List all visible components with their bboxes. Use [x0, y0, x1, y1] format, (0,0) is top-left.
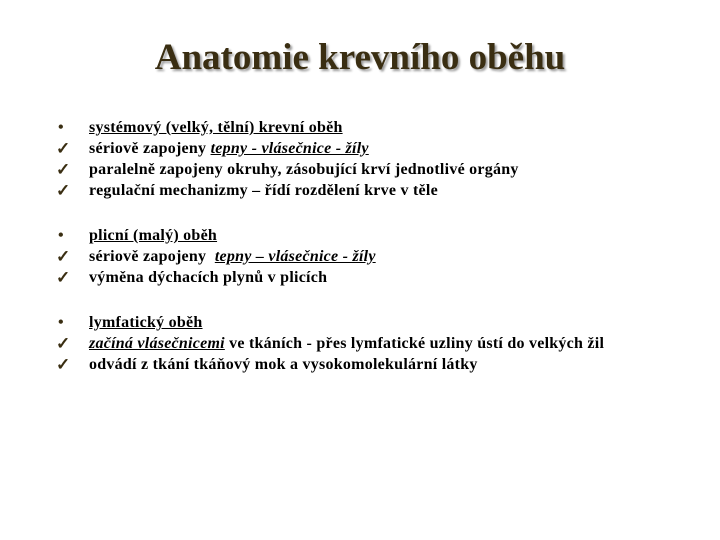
section-heading: systémový (velký, tělní) krevní oběh	[89, 119, 343, 136]
section-pulmonary	[56, 225, 666, 288]
emphasis-text: tepny – vlásečnice - žíly	[214, 248, 376, 265]
list-item: ✓ odvádí z tkání tkáňový mok a vysokomolekulární látky	[56, 355, 478, 374]
list-item: ✓ sériově zapojeny tepny - vlásečnice - žíly	[56, 139, 369, 158]
section-heading: lymfatický oběh	[89, 314, 203, 331]
bullet-icon: •	[58, 119, 64, 136]
section-heading-row	[56, 312, 666, 333]
list-item: ✓ paralelně zapojeny okruhy, zásobující krví jednotlivé orgány	[56, 160, 519, 179]
bullet-icon: •	[58, 227, 64, 244]
section-heading: plicní (malý) oběh	[89, 227, 218, 244]
section-lymphatic	[56, 312, 666, 375]
slide-content	[56, 117, 666, 399]
checkmark-icon: ✓	[56, 139, 71, 158]
checkmark-icon: ✓	[56, 181, 71, 200]
slide-title: Anatomie krevního oběhu	[154, 37, 566, 78]
checkmark-icon: ✓	[56, 268, 71, 287]
bullet-icon: •	[58, 314, 64, 331]
section-systemic	[56, 117, 666, 201]
list-item: ✓ regulační mechanizmy – řídí rozdělení krve v těle	[56, 181, 438, 200]
emphasis-text: tepny - vlásečnice - žíly	[210, 140, 369, 157]
list-item: ✓ začíná vlásečnicemi ve tkáních - přes lymfatické uzliny ústí do velkých žil	[56, 334, 605, 353]
emphasis-text: začíná vlásečnicemi	[89, 335, 225, 352]
section-heading-row	[56, 225, 666, 246]
checkmark-icon: ✓	[56, 334, 71, 353]
list-item: ✓ výměna dýchacích plynů v plicích	[56, 268, 328, 287]
checkmark-icon: ✓	[56, 355, 71, 374]
checkmark-icon: ✓	[56, 247, 71, 266]
section-heading-row	[56, 117, 666, 138]
checkmark-icon: ✓	[56, 160, 71, 179]
list-item: ✓ sériově zapojeny tepny – vlásečnice - žíly	[56, 247, 376, 266]
